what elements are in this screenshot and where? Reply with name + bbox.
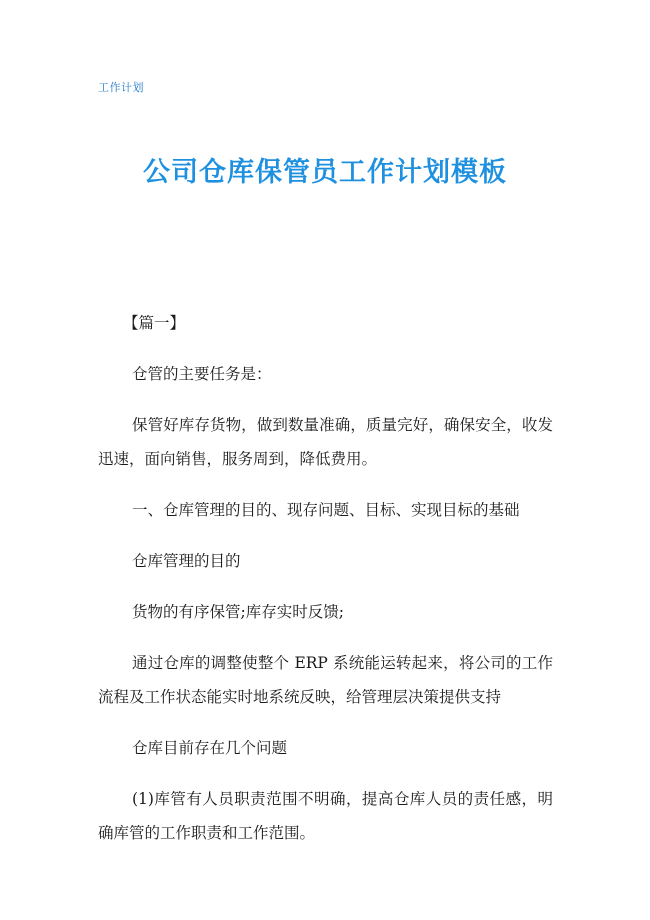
body-paragraph: 通过仓库的调整使整个 ERP 系统能运转起来，将公司的工作流程及工作状态能实时地系统反映，给管理层决策提供支持: [98, 654, 553, 706]
body-paragraph: 仓库管理的目的: [132, 552, 241, 570]
section-heading-paragraph: 一、仓库管理的目的、现存问题、目标、实现目标的基础: [132, 501, 520, 519]
body-paragraph: 仓库目前存在几个问题: [132, 739, 288, 757]
body-paragraph: 保管好库存货物，做到数量准确，质量完好，确保安全，收发迅速，面向销售，服务周到，降低费用。: [98, 416, 553, 468]
category-header-label: 工作计划: [98, 81, 144, 94]
body-paragraph: (1)库管有人员职责范围不明确，提高仓库人员的责任感，明确库管的工作职责和工作范围。: [98, 790, 553, 842]
document-body: [98, 306, 553, 867]
section-tag-paragraph: 【篇一】: [123, 314, 186, 332]
document-title: 公司仓库保管员工作计划模板: [143, 157, 507, 188]
body-paragraph: 仓管的主要任务是：: [132, 365, 272, 383]
body-paragraph: 货物的有序保管;库存实时反馈;: [132, 603, 344, 621]
